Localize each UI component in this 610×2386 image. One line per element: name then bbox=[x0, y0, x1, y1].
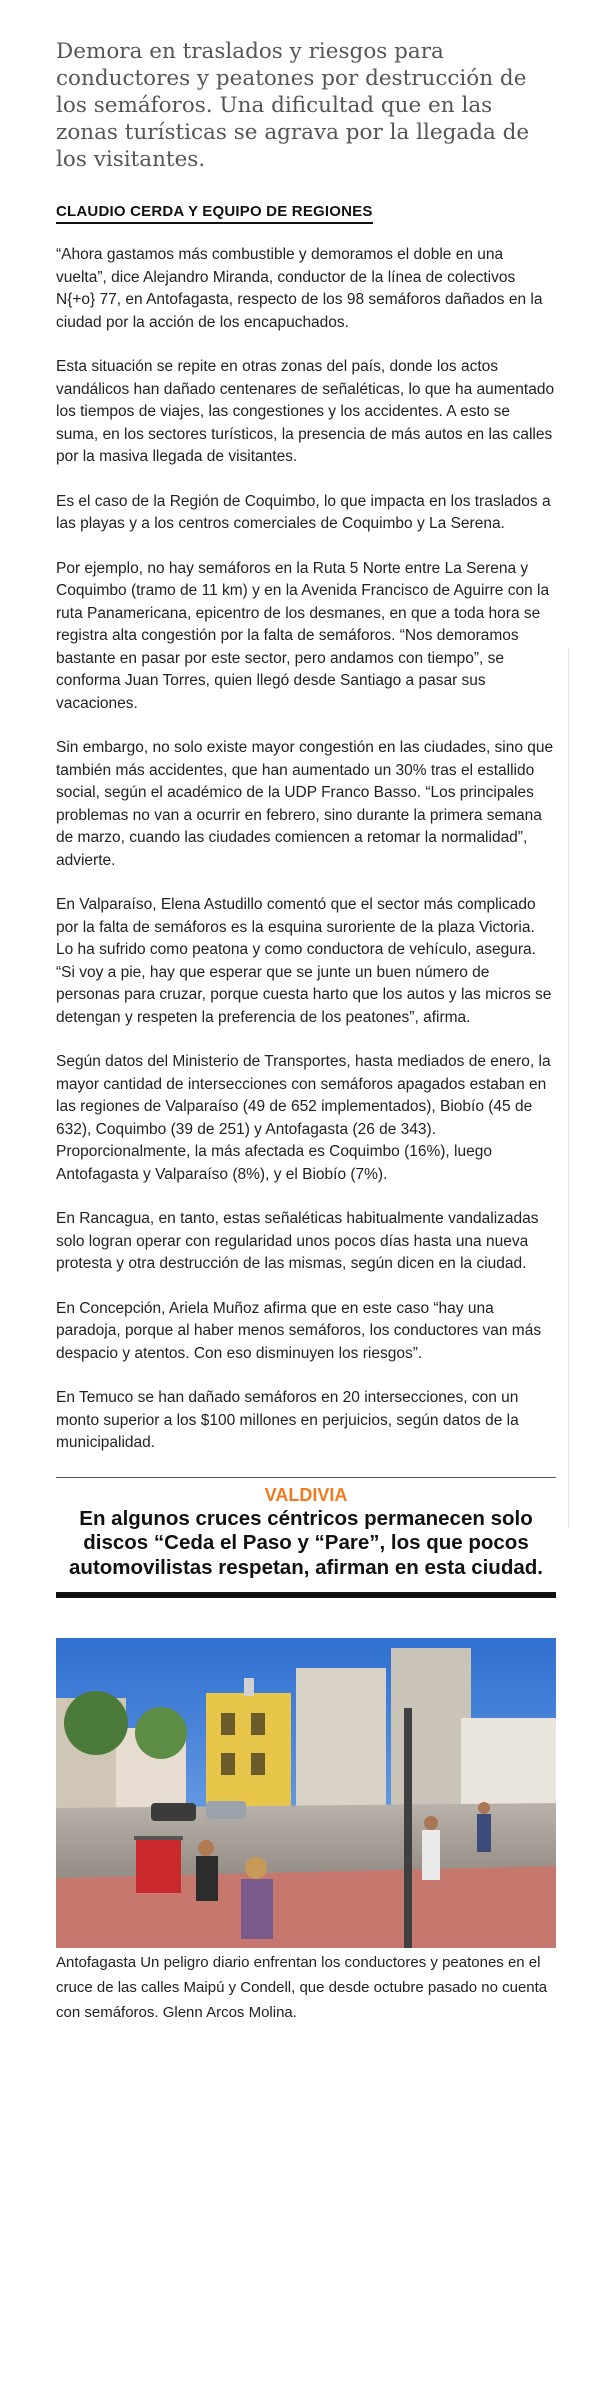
column-divider bbox=[568, 648, 569, 1528]
article-lede: Demora en traslados y riesgos para conductores y peatones por destrucción de los semáforos. Una dificultad que en las zonas turísticas se agrava por la llegada de los visitantes. bbox=[56, 39, 530, 172]
paragraph-10: En Temuco se han dañado semáforos en 20 intersecciones, con un monto superior a los $100 millones en perjuicios, según datos de la municipalidad. bbox=[56, 1389, 519, 1451]
highlight-kicker: VALDIVIA bbox=[264, 1484, 348, 1505]
photo-caption: Antofagasta Un peligro diario enfrentan los conductores y peatones en el cruce de las calles Maipú y Condell, que desde octubre pasado no cuenta con semáforos. Glenn Arcos Molina. bbox=[56, 1954, 548, 2021]
street-crossing-photo bbox=[56, 1638, 556, 1948]
paragraph-5: Sin embargo, no solo existe mayor congestión en las ciudades, sino que también más accidentes, que han aumentado un 30% tras el estallido social, según el académico de la UDP Franco Basso. “Los principales problemas no van a ocurrir en febrero, sino durante la primera semana de marzo, cuando las ciudades comiencen a retomar la normalidad”, advierte. bbox=[56, 739, 554, 869]
paragraph-7: Según datos del Ministerio de Transportes, hasta mediados de enero, la mayor cantidad de intersecciones con semáforos apagados estaban en las regiones de Valparaíso (49 de 652 implementados), Biobío (45 de 632), Coquimbo (39 de 251) y Antofagasta (26 de 343). Proporcionalmente, la más afectada es Coquimbo (16%), luego Antofagasta y Valparaíso (8%), y el Biobío (7%). bbox=[56, 1053, 551, 1183]
article-byline: CLAUDIO CERDA Y EQUIPO DE REGIONES bbox=[56, 203, 373, 224]
article-body bbox=[56, 38, 556, 2025]
paragraph-4: Por ejemplo, no hay semáforos en la Ruta 5 Norte entre La Serena y Coquimbo (tramo de 11 km) y en la Avenida Francisco de Aguirre con la ruta Panamericana, epicentro de los desmanes, en que a toda hora se registra alta congestión por la falta de semáforos. “Nos demoramos bastante en pasar por este sector, pero andamos con tiempo”, se conforma Juan Torres, quien llegó desde Santiago a pasar sus vacaciones. bbox=[56, 559, 550, 712]
paragraph-3: Es el caso de la Región de Coquimbo, lo que impacta en los traslados a las playas y a los centros comerciales de Coquimbo y La Serena. bbox=[56, 492, 551, 532]
highlight-box bbox=[56, 1477, 556, 1599]
paragraph-2: Esta situación se repite en otras zonas del país, donde los actos vandálicos han dañado centenares de señaléticas, lo que ha aumentado los tiempos de viajes, las congestiones y los accidentes. A esto se suma, en los sectores turísticos, la presencia de más autos en las calles por la masiva llegada de visitantes. bbox=[56, 358, 555, 465]
highlight-bottom-rule bbox=[56, 1592, 556, 1598]
paragraph-6: En Valparaíso, Elena Astudillo comentó que el sector más complicado por la falta de semáforos es la esquina suroriente de la plaza Victoria. Lo ha sufrido como peatona y como conductora de vehículo, asegura. “Si voy a pie, hay que esperar que se junte un buen número de personas para cruzar, porque cuesta harto que los autos y las micros se detengan y respeten la preferencia de los peatones”, afirma. bbox=[56, 896, 552, 1026]
highlight-headline: En algunos cruces céntricos permanecen solo discos “Ceda el Paso y “Pare”, los que pocos automovilistas respetan, afirman en esta ciudad. bbox=[69, 1506, 543, 1579]
paragraph-9: En Concepción, Ariela Muñoz afirma que en este caso “hay una paradoja, porque al haber menos semáforos, los conductores van más despacio y atentos. Con eso disminuyen los riesgos”. bbox=[56, 1299, 542, 1362]
paragraph-1: “Ahora gastamos más combustible y demoramos el doble en una vuelta”, dice Alejandro Miranda, conductor de la línea de colectivos N{+o} 77, en Antofagasta, respecto de los 98 semáforos dañados en la ciudad por la acción de los encapuchados. bbox=[56, 246, 543, 331]
paragraph-8: En Rancagua, en tanto, estas señaléticas habitualmente vandalizadas solo logran operar con regularidad unos pocos días hasta una nueva protesta y otra destrucción de las mismas, según dicen en la ciudad. bbox=[56, 1210, 539, 1272]
